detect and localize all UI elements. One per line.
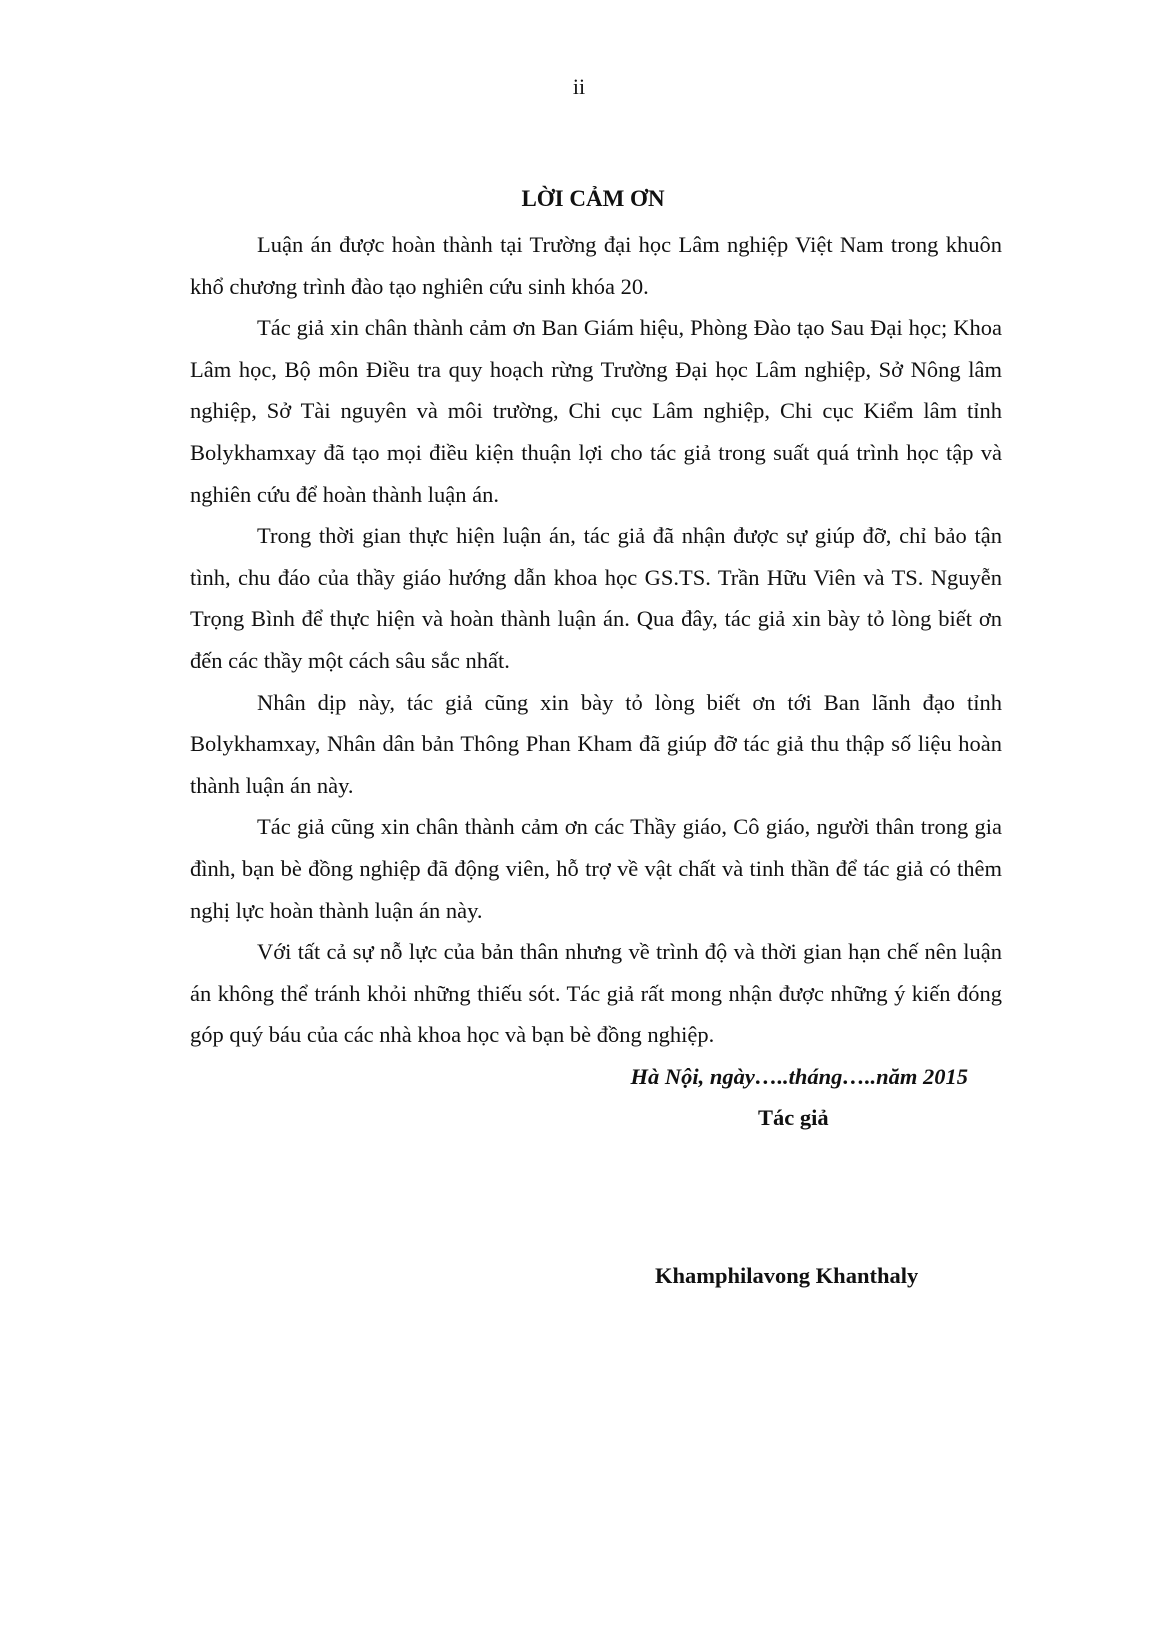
paragraph-5: Tác giả cũng xin chân thành cảm ơn các Thầy giáo, Cô giáo, người thân trong gia đình, bạn bè đồng nghiệp đã động viên, hỗ trợ về vật chất và tinh thần để tác giả có thêm nghị lực hoàn thành luận án này. (190, 814, 1002, 923)
page-number: ii (572, 74, 586, 99)
signoff-date: Hà Nội, ngày…..tháng…..năm 2015 (630, 1064, 968, 1089)
paragraph-3: Trong thời gian thực hiện luận án, tác giả đã nhận được sự giúp đỡ, chỉ bảo tận tình, chu đáo của thầy giáo hướng dẫn khoa học GS.TS. Trần Hữu Viên và TS. Nguyễn Trọng Bình để thực hiện và hoàn thành luận án. Qua đây, tác giả xin bày tỏ lòng biết ơn đến các thầy một cách sâu sắc nhất. (190, 523, 1002, 673)
page-title: LỜI CẢM ƠN (521, 186, 665, 211)
signoff-author-label: Tác giả (758, 1105, 829, 1130)
paragraph-2: Tác giả xin chân thành cảm ơn Ban Giám hiệu, Phòng Đào tạo Sau Đại học; Khoa Lâm học, Bộ môn Điều tra quy hoạch rừng Trường Đại học Lâm nghiệp, Sở Nông lâm nghiệp, Sở Tài nguyên và môi trường, Chi cục Lâm nghiệp, Chi cục Kiểm lâm tỉnh Bolykhamxay đã tạo mọi điều kiện thuận lợi cho tác giả trong suất quá trình học tập và nghiên cứu để hoàn thành luận án. (190, 315, 1002, 507)
paragraph-4: Nhân dịp này, tác giả cũng xin bày tỏ lòng biết ơn tới Ban lãnh đạo tỉnh Bolykhamxay, Nhân dân bản Thông Phan Kham đã giúp đỡ tác giả thu thập số liệu hoàn thành luận án này. (190, 689, 1002, 798)
paragraph-6: Với tất cả sự nỗ lực của bản thân nhưng về trình độ và thời gian hạn chế nên luận án không thể tránh khỏi những thiếu sót. Tác giả rất mong nhận được những ý kiến đóng góp quý báu của các nhà khoa học và bạn bè đồng nghiệp. (190, 939, 1002, 1048)
acknowledgement-body (190, 224, 1002, 1056)
paragraph-1: Luận án được hoàn thành tại Trường đại học Lâm nghiệp Việt Nam trong khuôn khổ chương trình đào tạo nghiên cứu sinh khóa 20. (190, 232, 1002, 299)
signoff-author-name: Khamphilavong Khanthaly (655, 1263, 919, 1288)
